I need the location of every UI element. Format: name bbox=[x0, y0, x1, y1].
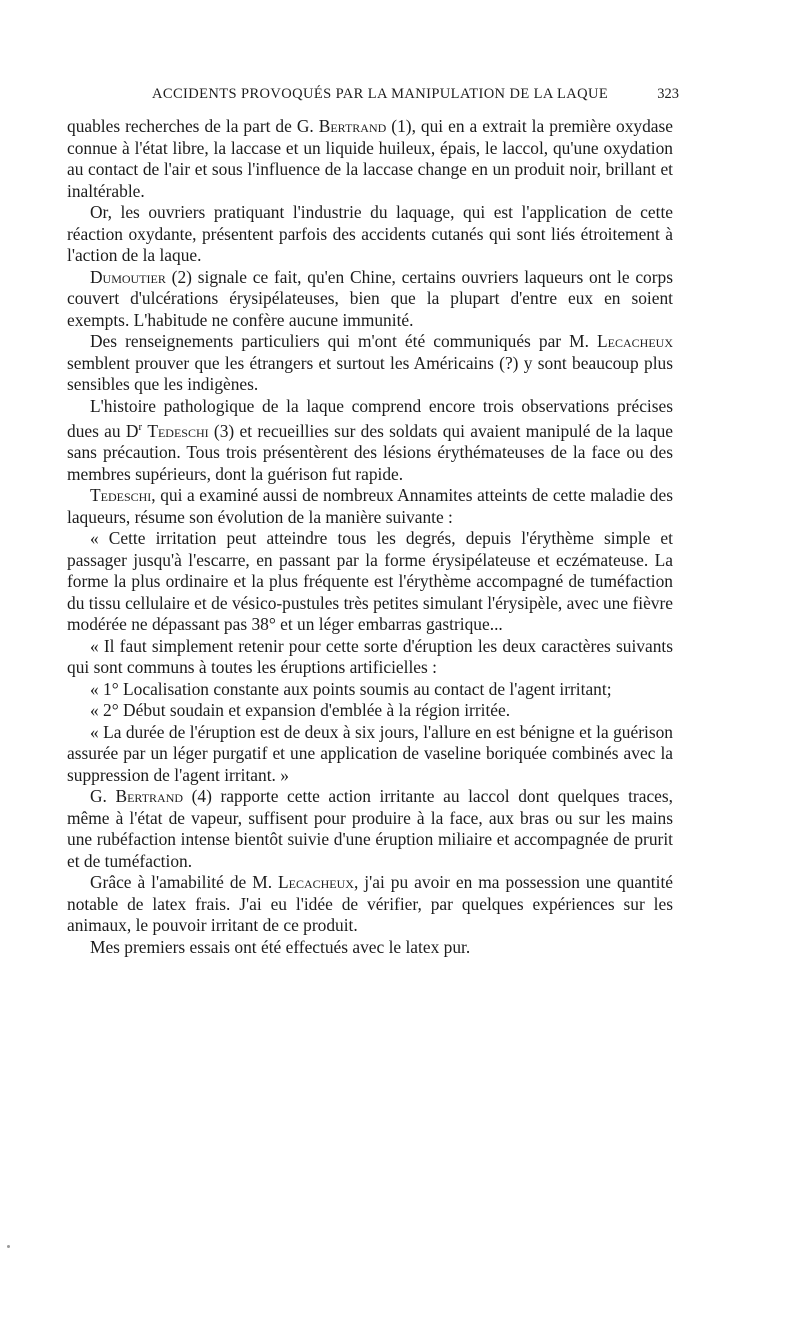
text-run: Or, les ouvriers pratiquant l'industrie du laquage, qui est l'application de cette réaction oxydante, présentent parfois des accidents cutanés qui sont liés étroitement à l'action de la laque. bbox=[67, 202, 673, 265]
author-name: Lecacheux bbox=[278, 872, 354, 893]
paragraph bbox=[67, 700, 673, 722]
text-run: (1), qui en a extrait la première oxydase connue à l'état libre, la laccase et un liquide huileux, épais, le laccol, qu'une oxydation au contact de l'air et sous l'influence de la laccase change en un produit noir, brillant et inaltérable. bbox=[67, 116, 673, 201]
text-run: semblent prouver que les étrangers et surtout les Américains (?) y sont beaucoup plus sensibles que les indigènes. bbox=[67, 352, 673, 394]
paragraph bbox=[67, 202, 673, 267]
text-run: Des renseignements particuliers qui m'ont été communiqués par M. bbox=[90, 331, 598, 351]
text-run: Grâce à l'amabilité de M. bbox=[90, 872, 279, 893]
text-run: , qui a examiné aussi de nombreux Annamites atteints de cette maladie des laqueurs, résume son évolution de la manière suivante : bbox=[67, 485, 673, 527]
text-run: G. bbox=[90, 786, 116, 807]
paragraph bbox=[67, 528, 673, 636]
running-title: ACCIDENTS PROVOQUÉS PAR LA MANIPULATION DE LA LAQUE bbox=[152, 86, 609, 102]
paragraph bbox=[67, 872, 673, 937]
running-header bbox=[67, 86, 679, 110]
stray-mark bbox=[7, 1245, 10, 1248]
author-name: Tedeschi bbox=[90, 485, 152, 506]
paragraph bbox=[67, 485, 673, 528]
author-name: Bertrand bbox=[318, 116, 387, 136]
body-text bbox=[67, 116, 673, 958]
text-run: « Cette irritation peut atteindre tous les degrés, depuis l'érythème simple et passager jusqu'à l'escarre, en passant par la forme érysipélateuse et eczémateuse. La forme la plus ordinaire et la plus fréquente est l'érythème accompagné de tuméfaction du tissu cellulaire et de vésico-pustules très petites simulant l'érysipèle, avec une fièvre modérée ne dépassant pas 38° et un léger embarras gastrique... bbox=[67, 528, 673, 635]
paragraph bbox=[67, 396, 673, 486]
author-name: Lecacheux bbox=[597, 331, 673, 351]
text-run: L'histoire pathologique de la laque comprend encore trois observations précises dues au D bbox=[67, 395, 673, 441]
author-name: Bertrand bbox=[115, 786, 184, 807]
author-name: Dumoutier bbox=[90, 266, 166, 287]
paragraph bbox=[67, 722, 673, 787]
text-run: (3) et recueillies sur des soldats qui avaient manipulé de la laque sans précaution. Tous trois présentèrent des lésions érythémateuses de la face ou des membres supérieurs, dont la guérison fut rapide. bbox=[67, 420, 673, 484]
text-run: « 1° Localisation constante aux points soumis au contact de l'agent irritant; bbox=[90, 678, 612, 699]
paragraph bbox=[67, 267, 673, 332]
text-run: Mes premiers essais ont été effectués avec le latex pur. bbox=[90, 936, 471, 957]
text-run: « Il faut simplement retenir pour cette sorte d'éruption les deux caractères suivants qui sont communs à toutes les éruptions artificielles : bbox=[67, 635, 673, 678]
text-run: (4) rapporte cette action irritante au laccol dont quelques traces, même à l'état de vapeur, suffisent pour produire à la face, aux bras ou sur les mains une rubéfaction intense bientôt suivie d'une éruption miliaire et accompagnée de prurit et de tuméfaction. bbox=[67, 786, 673, 871]
paragraph bbox=[67, 786, 673, 872]
text-run: quables recherches de la part de G. bbox=[67, 116, 319, 136]
superscript: r bbox=[138, 421, 143, 433]
paragraph bbox=[67, 679, 673, 701]
paragraph bbox=[67, 636, 673, 679]
paragraph bbox=[67, 331, 673, 396]
paragraph bbox=[67, 937, 673, 959]
text-run: « 2° Début soudain et expansion d'emblée à la région irritée. bbox=[90, 700, 511, 721]
text-run: (2) signale ce fait, qu'en Chine, certains ouvriers laqueurs ont le corps couvert d'ulcérations érysipélateuses, bien que la plupart d'entre eux en soient exempts. L'habitude ne confère aucune immunité. bbox=[67, 266, 673, 330]
author-name: Tedeschi bbox=[147, 420, 209, 441]
page-number: 323 bbox=[657, 86, 679, 102]
text-run: « La durée de l'éruption est de deux à six jours, l'allure en est bénigne et la guérison assurée par un léger purgatif et une application de vaseline boriquée combinés avec la suppression de l'agent irritant. » bbox=[67, 721, 673, 785]
text-run: , j'ai pu avoir en ma possession une quantité notable de latex frais. J'ai eu l'idée de vérifier, par quelques expériences sur les animaux, le pouvoir irritant de ce produit. bbox=[67, 872, 673, 936]
paragraph bbox=[67, 116, 673, 202]
